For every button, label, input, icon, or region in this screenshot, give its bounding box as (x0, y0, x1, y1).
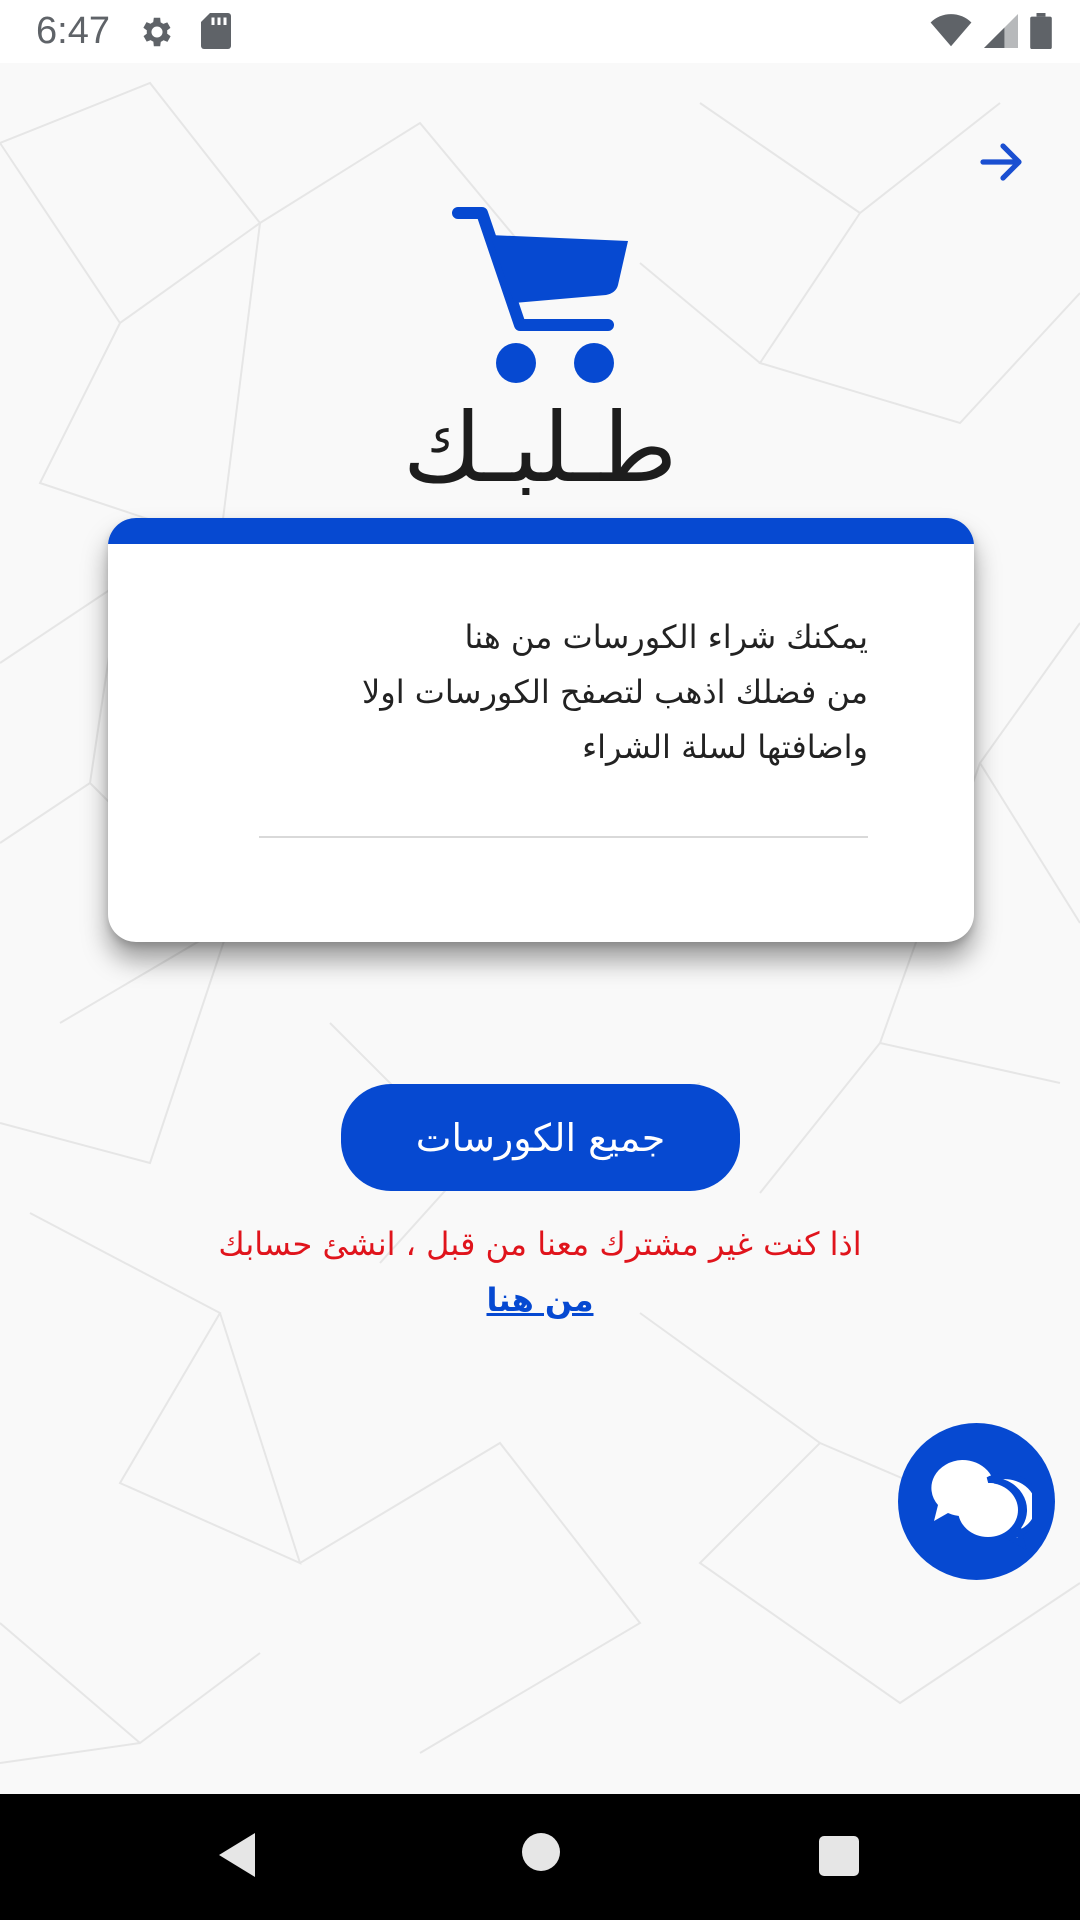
battery-icon (1030, 13, 1052, 53)
brand-title: طـلبـك (402, 392, 678, 504)
status-time: 6:47 (36, 10, 110, 52)
shopping-cart-icon (452, 205, 630, 393)
status-bar (0, 0, 1080, 63)
chat-bubbles-icon (922, 1452, 1032, 1552)
card-line-1: يمكنك شراء الكورسات من هنا (464, 618, 868, 656)
home-circle-icon[interactable] (521, 1832, 561, 1876)
signup-link (0, 1281, 1080, 1319)
back-triangle-icon[interactable] (215, 1830, 259, 1884)
back-button[interactable] (974, 133, 1032, 191)
status-indicators (930, 13, 1052, 53)
main-content (0, 63, 1080, 1794)
info-card (108, 518, 974, 942)
arrow-right-icon (979, 140, 1027, 184)
card-line-3: واضافتها لسلة الشراء (582, 728, 868, 766)
signup-prompt: اذا كنت غير مشترك معنا من قبل ، انشئ حسابك (218, 1225, 862, 1263)
recents-square-icon[interactable] (818, 1835, 860, 1881)
card-divider (259, 836, 868, 838)
signup-link-text[interactable]: من هنا (486, 1281, 594, 1319)
gear-icon (138, 13, 176, 55)
signal-icon (984, 14, 1018, 52)
system-nav-bar (0, 1794, 1080, 1920)
all-courses-button[interactable]: جميع الكورسات (341, 1084, 740, 1191)
card-line-2: من فضلك اذهب لتصفح الكورسات اولا (362, 673, 868, 711)
chat-button[interactable] (898, 1423, 1055, 1580)
card-accent-bar (108, 518, 974, 544)
wifi-icon (930, 14, 972, 52)
card-message (208, 610, 868, 775)
sd-card-icon (201, 13, 231, 53)
